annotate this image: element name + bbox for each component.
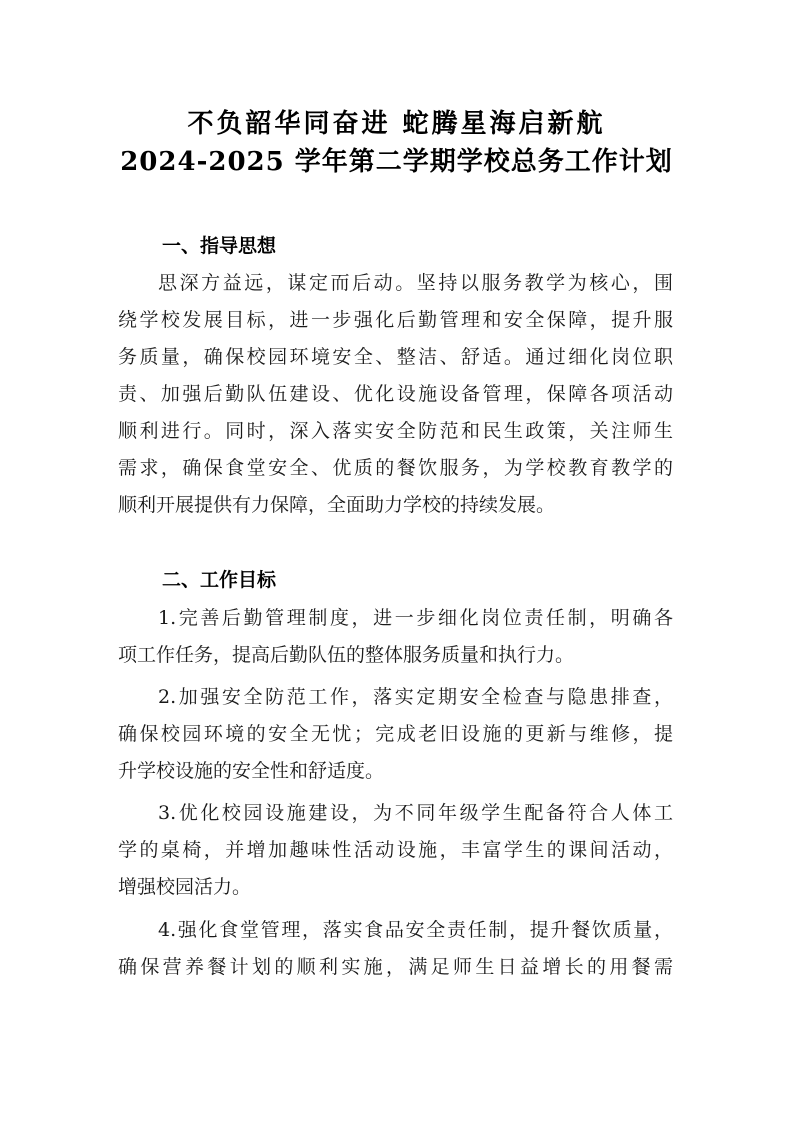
- paragraph-line: 思深方益远，谋定而后动。坚持以服务教学为核心，围: [158, 272, 673, 294]
- paragraph-line: 需求，确保食堂安全、优质的餐饮服务，为学校教育教学的: [118, 457, 673, 479]
- goal-item-4-line: 确保营养餐计划的顺利实施，满足师生日益增长的用餐需: [118, 956, 673, 978]
- goal-item-2-line: 升学校设施的安全性和舒适度。: [118, 760, 385, 782]
- paragraph-line: 绕学校发展目标，进一步强化后勤管理和安全保障，提升服: [118, 309, 673, 331]
- goal-item-2-line: 2.加强安全防范工作，落实定期安全检查与隐患排查，: [158, 686, 673, 708]
- paragraph-line: 顺利进行。同时，深入落实安全防范和民生政策，关注师生: [118, 420, 673, 442]
- document-title-sub: 2024-2025 学年第二学期学校总务工作计划: [120, 147, 673, 177]
- paragraph-line: 责、加强后勤队伍建设、优化设施设备管理，保障各项活动: [118, 383, 673, 405]
- section-heading-guiding-ideology: 一、指导思想: [162, 235, 277, 257]
- goal-item-3-line: 3.优化校园设施建设，为不同年级学生配备符合人体工: [158, 802, 673, 824]
- section-heading-work-goals: 二、工作目标: [162, 569, 277, 591]
- document-title-main: 不负韶华同奋进 蛇腾星海启新航: [187, 109, 606, 139]
- goal-item-2-line: 确保校园环境的安全无忧；完成老旧设施的更新与维修，提: [118, 723, 673, 745]
- goal-item-3-line: 学的桌椅，并增加趣味性活动设施，丰富学生的课间活动，: [118, 839, 673, 861]
- goal-item-4-line: 4.强化食堂管理，落实食品安全责任制，提升餐饮质量，: [158, 919, 673, 941]
- goal-item-3-line: 增强校园活力。: [118, 876, 252, 898]
- paragraph-line: 务质量，确保校园环境安全、整洁、舒适。通过细化岗位职: [118, 346, 673, 368]
- paragraph-line: 顺利开展提供有力保障，全面助力学校的持续发展。: [118, 494, 556, 516]
- goal-item-1-line: 项工作任务，提高后勤队伍的整体服务质量和执行力。: [118, 644, 575, 666]
- goal-item-1-line: 1.完善后勤管理制度，进一步细化岗位责任制，明确各: [158, 607, 673, 629]
